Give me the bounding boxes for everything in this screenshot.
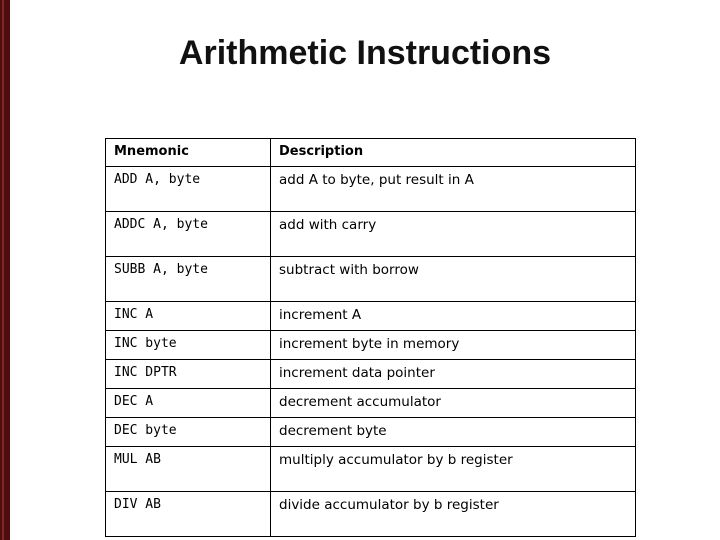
- mnemonic-cell: DEC byte: [106, 418, 271, 447]
- description-cell: increment byte in memory: [271, 331, 636, 360]
- table-row: [106, 302, 636, 331]
- table-header-row: [106, 139, 636, 167]
- table-row: [106, 167, 636, 212]
- left-accent-bar-highlight: [2, 0, 4, 540]
- left-accent-bar: [0, 0, 10, 540]
- table-row: [106, 447, 636, 492]
- description-cell: divide accumulator by b register: [271, 492, 636, 537]
- table-row: [106, 257, 636, 302]
- table-row: [106, 418, 636, 447]
- table-row: [106, 389, 636, 418]
- mnemonic-cell: DIV AB: [106, 492, 271, 537]
- mnemonic-cell: INC DPTR: [106, 360, 271, 389]
- mnemonic-cell: MUL AB: [106, 447, 271, 492]
- mnemonic-cell: ADD A, byte: [106, 167, 271, 212]
- mnemonic-cell: DEC A: [106, 389, 271, 418]
- table-row: [106, 492, 636, 537]
- description-cell: multiply accumulator by b register: [271, 447, 636, 492]
- table-row: [106, 331, 636, 360]
- slide-title: Arithmetic Instructions: [178, 34, 552, 72]
- table-header-mnemonic: Mnemonic: [106, 139, 271, 167]
- description-cell: decrement accumulator: [271, 389, 636, 418]
- instruction-table: [105, 138, 636, 537]
- mnemonic-cell: INC A: [106, 302, 271, 331]
- table-header-description: Description: [271, 139, 636, 167]
- table-row: [106, 212, 636, 257]
- mnemonic-cell: INC byte: [106, 331, 271, 360]
- mnemonic-cell: SUBB A, byte: [106, 257, 271, 302]
- description-cell: subtract with borrow: [271, 257, 636, 302]
- description-cell: add with carry: [271, 212, 636, 257]
- description-cell: add A to byte, put result in A: [271, 167, 636, 212]
- description-cell: increment A: [271, 302, 636, 331]
- description-cell: decrement byte: [271, 418, 636, 447]
- description-cell: increment data pointer: [271, 360, 636, 389]
- mnemonic-cell: ADDC A, byte: [106, 212, 271, 257]
- table-row: [106, 360, 636, 389]
